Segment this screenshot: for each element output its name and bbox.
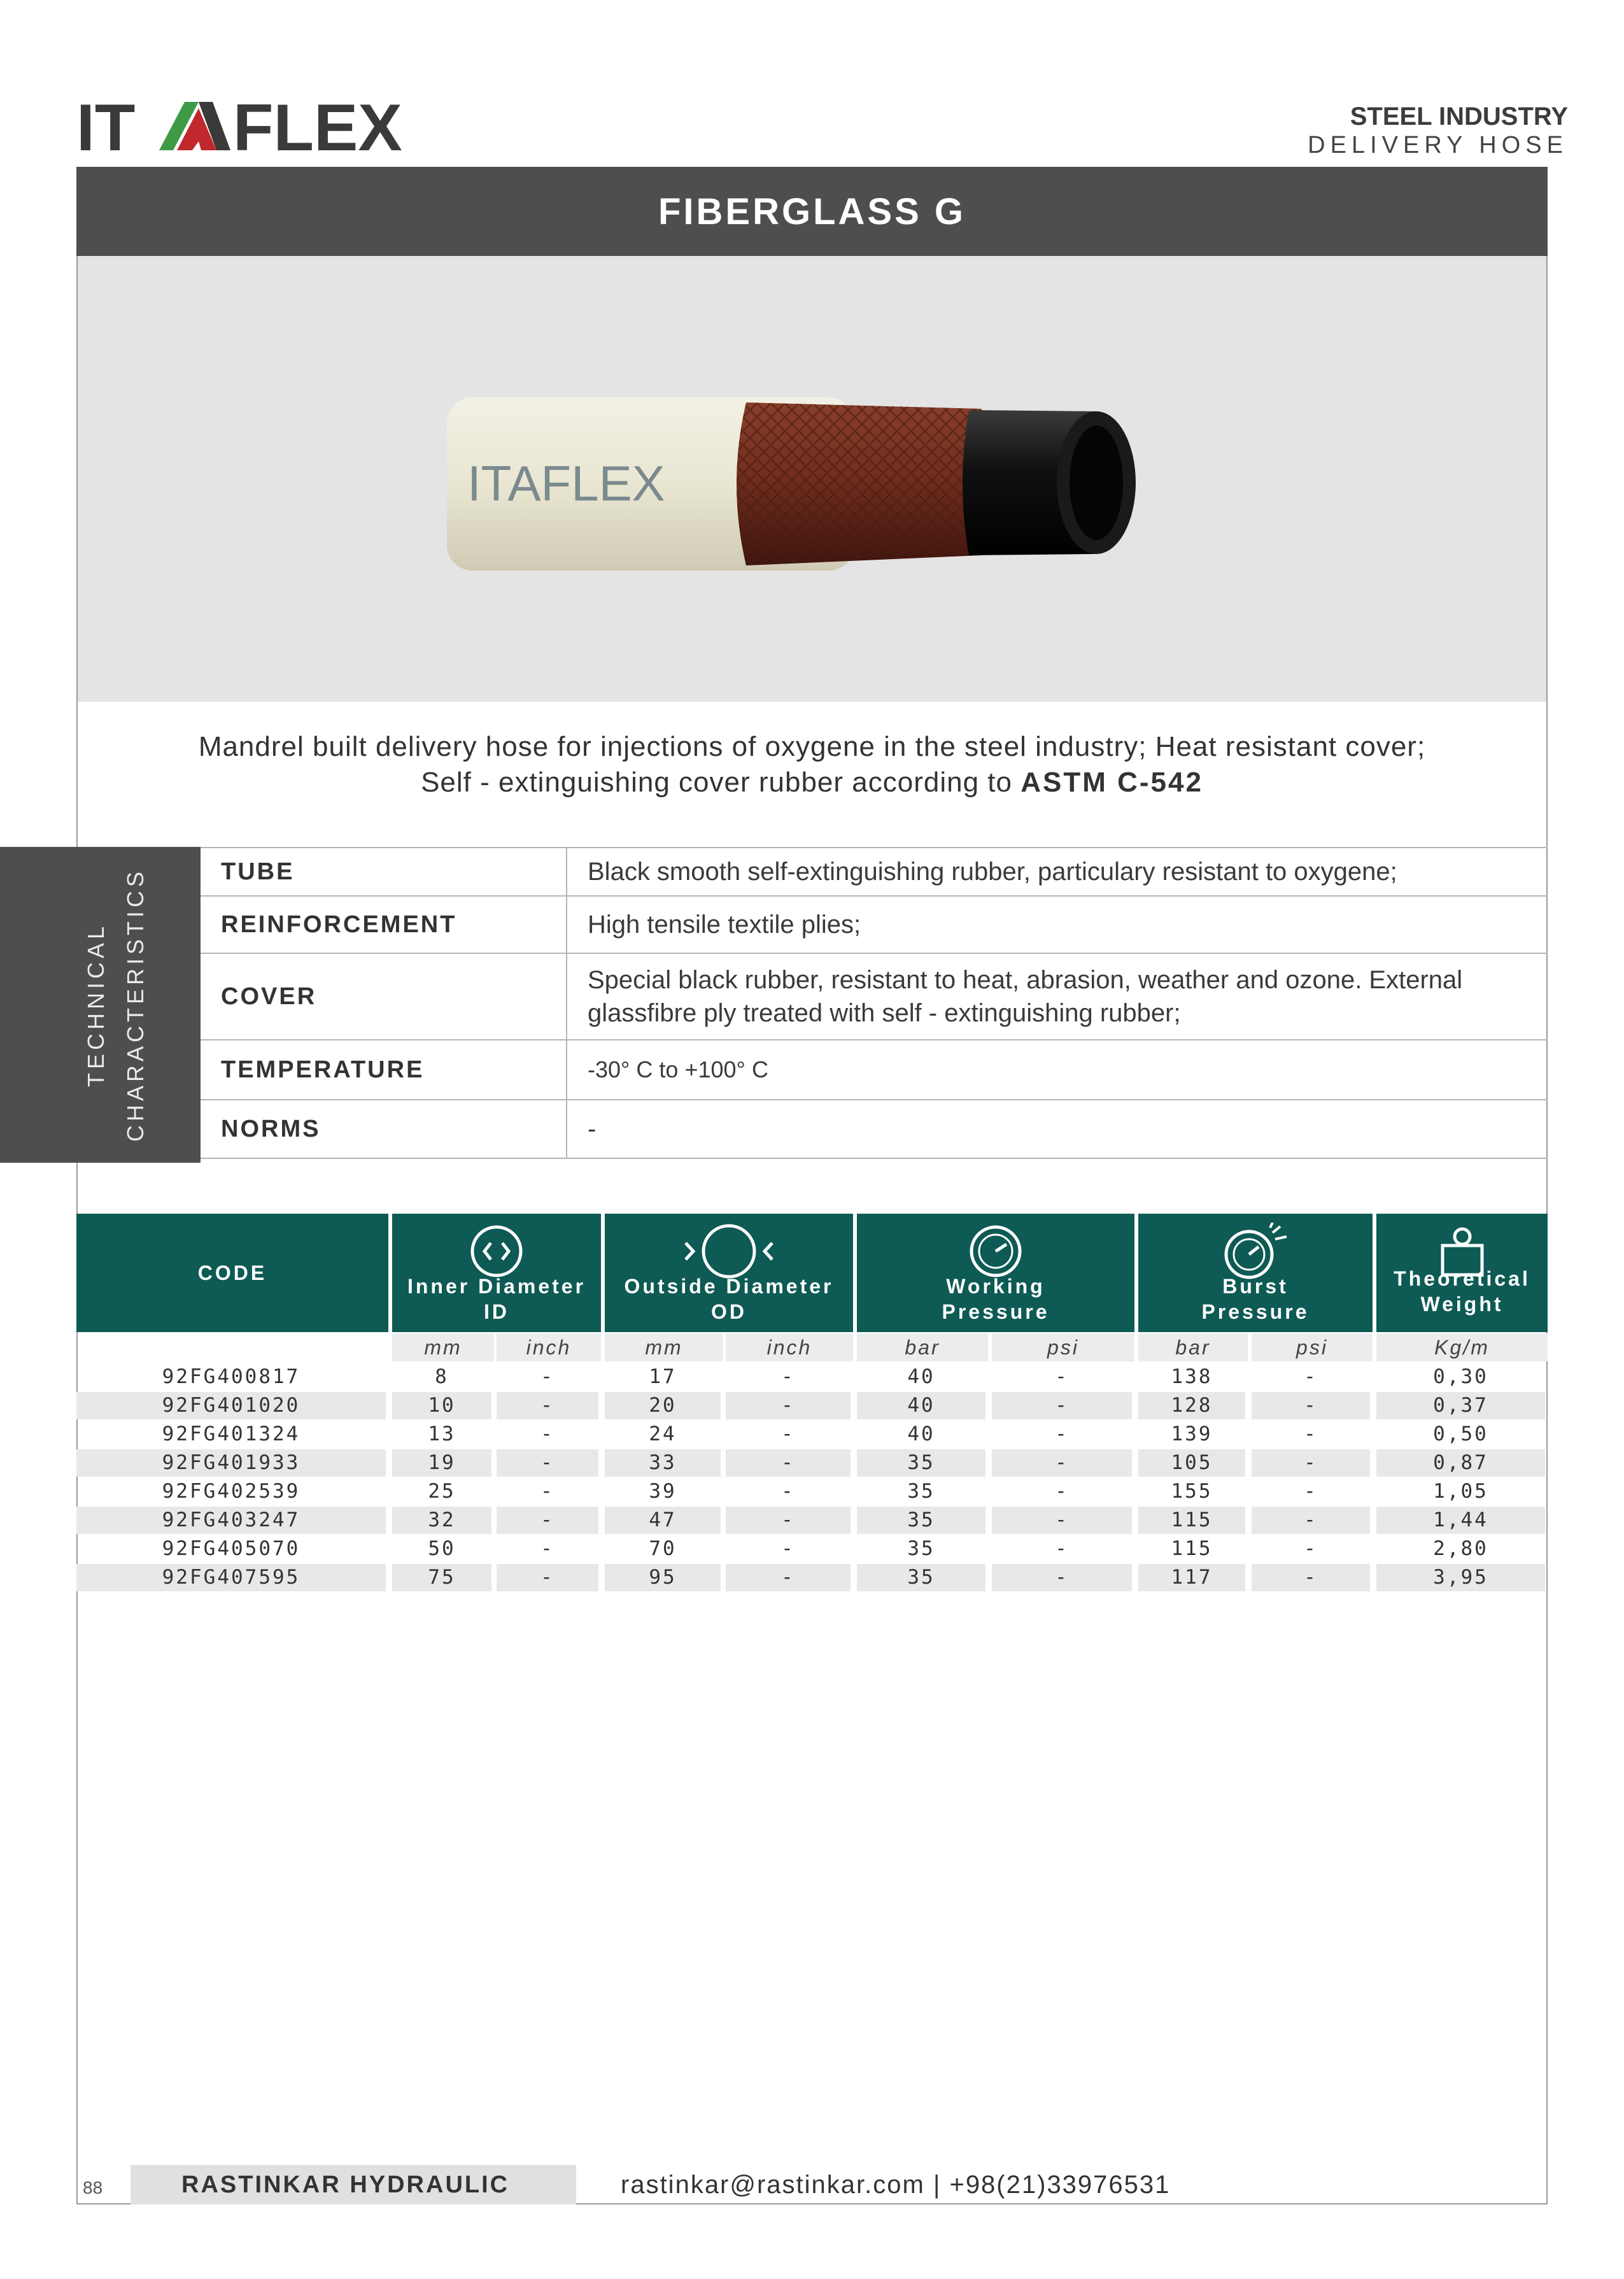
unit-label: psi <box>992 1333 1134 1361</box>
header-working-pressure <box>857 1214 1134 1332</box>
outside-diameter-icon <box>678 1223 780 1280</box>
table-cell: 0,87 <box>1376 1449 1545 1477</box>
product-description <box>78 729 1546 800</box>
table-cell: 40 <box>907 1423 935 1445</box>
pressure-gauge-icon <box>967 1223 1024 1280</box>
characteristic-key: COVER <box>201 953 567 1040</box>
table-cell: 95 <box>605 1564 721 1591</box>
table-cell: 39 <box>649 1480 677 1503</box>
table-row <box>76 1363 1548 1391</box>
product-code: 92FG401933 <box>76 1449 386 1477</box>
header-inner-diameter <box>392 1214 601 1332</box>
table-cell: 13 <box>428 1423 456 1445</box>
characteristic-value: Special black rubber, resistant to heat, abrasion, weather and ozone. External glassfibre ply treated with self - extinguishing rubber; <box>567 953 1548 1040</box>
characteristic-value: - <box>567 1100 1548 1158</box>
table-cell: 25 <box>428 1480 456 1503</box>
table-cell: - <box>540 1537 554 1560</box>
characteristic-row <box>201 1100 1548 1158</box>
product-code: 92FG402539 <box>162 1480 300 1503</box>
table-cell: - <box>497 1564 598 1591</box>
characteristic-key: NORMS <box>201 1100 567 1158</box>
unit-label: bar <box>1138 1333 1248 1361</box>
characteristic-row <box>201 896 1548 953</box>
product-code: 92FG407595 <box>76 1564 386 1591</box>
burst-gauge-icon <box>1220 1223 1290 1280</box>
characteristic-value: High tensile textile plies; <box>567 896 1548 953</box>
unit-label: mm <box>605 1333 723 1361</box>
table-cell: - <box>1055 1537 1069 1560</box>
description-line2-text: Self - extinguishing cover rubber according to <box>421 767 1021 798</box>
header-code <box>76 1214 388 1332</box>
header-tw-line1: Theoretical <box>1394 1267 1530 1290</box>
table-cell: 35 <box>857 1449 985 1477</box>
table-cell: - <box>781 1480 795 1503</box>
description-line1: Mandrel built delivery hose for injections of oxygene in the steel industry; Heat resistant cover; <box>198 731 1426 762</box>
itaflex-logo <box>76 96 420 156</box>
header-outside-diameter <box>605 1214 853 1332</box>
table-cell: - <box>781 1423 795 1445</box>
table-cell: 115 <box>1171 1537 1213 1560</box>
side-tab-line1: TECHNICAL <box>83 922 109 1088</box>
table-cell: 1,44 <box>1376 1507 1545 1534</box>
product-code: 92FG401324 <box>162 1423 300 1445</box>
header-burst-pressure <box>1138 1214 1373 1332</box>
header-id-line1: Inner Diameter <box>407 1275 586 1298</box>
table-cell: 0,37 <box>1376 1392 1545 1419</box>
table-cell: - <box>1055 1423 1069 1445</box>
header-wp-line1: Working <box>946 1275 1045 1298</box>
page-number: 88 <box>83 2178 103 2197</box>
unit-label: inch <box>497 1333 601 1361</box>
hose-illustration <box>78 256 1546 702</box>
table-cell: 139 <box>1171 1423 1213 1445</box>
table-cell: 40 <box>857 1392 985 1419</box>
table-cell: 50 <box>428 1537 456 1560</box>
table-row <box>76 1449 1548 1477</box>
header-od-line2: OD <box>711 1300 747 1323</box>
standard-reference: ASTM C-542 <box>1020 767 1203 798</box>
table-cell: - <box>992 1507 1132 1534</box>
table-cell: 115 <box>1138 1507 1245 1534</box>
table-cell: 17 <box>649 1365 677 1388</box>
table-cell: 24 <box>649 1423 677 1445</box>
table-cell: - <box>540 1480 554 1503</box>
description-line2 <box>78 765 1546 800</box>
product-code: 92FG400817 <box>162 1365 300 1388</box>
table-cell: - <box>781 1537 795 1560</box>
header-od-line1: Outside Diameter <box>624 1275 834 1298</box>
product-code: 92FG401020 <box>76 1392 386 1419</box>
units-row <box>76 1333 1548 1361</box>
table-cell: - <box>540 1423 554 1445</box>
table-row <box>76 1477 1548 1506</box>
header-bp-line2: Pressure <box>1201 1300 1310 1323</box>
characteristic-key: TEMPERATURE <box>201 1040 567 1100</box>
table-cell: - <box>540 1365 554 1388</box>
characteristic-row <box>201 953 1548 1040</box>
table-cell: - <box>1304 1365 1318 1388</box>
table-cell: - <box>1055 1480 1069 1503</box>
category-line2: DELIVERY HOSE <box>1308 132 1568 159</box>
side-tab-label <box>0 847 191 1163</box>
table-cell: 70 <box>649 1537 677 1560</box>
table-cell: 128 <box>1138 1392 1245 1419</box>
header-tw-line2: Weight <box>1420 1293 1504 1316</box>
table-cell: - <box>1252 1449 1370 1477</box>
table-row <box>76 1563 1548 1592</box>
table-cell: 2,80 <box>1433 1537 1488 1560</box>
table-cell: 47 <box>605 1507 721 1534</box>
table-cell: - <box>726 1392 851 1419</box>
table-cell: 35 <box>857 1564 985 1591</box>
inner-diameter-icon <box>468 1223 525 1280</box>
category-label <box>1308 102 1568 159</box>
table-row <box>76 1535 1548 1563</box>
table-cell: - <box>1252 1507 1370 1534</box>
table-cell: 117 <box>1138 1564 1245 1591</box>
product-code: 92FG405070 <box>162 1537 300 1560</box>
header-theoretical-weight <box>1376 1214 1548 1332</box>
characteristic-row <box>201 848 1548 896</box>
table-cell: 105 <box>1138 1449 1245 1477</box>
table-cell: 0,30 <box>1433 1365 1488 1388</box>
characteristic-row <box>201 1040 1548 1100</box>
unit-label: psi <box>1252 1333 1373 1361</box>
table-cell: 32 <box>392 1507 491 1534</box>
company-name: RASTINKAR HYDRAULIC <box>131 2165 576 2204</box>
table-cell: 8 <box>435 1365 449 1388</box>
logo-mark-icon <box>159 102 230 150</box>
table-row <box>76 1391 1548 1420</box>
table-cell: 20 <box>605 1392 721 1419</box>
unit-label: inch <box>726 1333 853 1361</box>
table-cell: - <box>1304 1537 1318 1560</box>
header-wp-line2: Pressure <box>942 1300 1050 1323</box>
table-cell: - <box>726 1564 851 1591</box>
unit-label: bar <box>857 1333 988 1361</box>
table-cell: - <box>497 1507 598 1534</box>
table-cell: - <box>726 1449 851 1477</box>
table-cell: - <box>1252 1564 1370 1591</box>
technical-characteristics-table <box>201 847 1548 1159</box>
hose-brand-print: ITAFLEX <box>467 455 665 511</box>
unit-label: Kg/m <box>1376 1333 1548 1361</box>
product-title: FIBERGLASS G <box>76 167 1548 256</box>
table-cell: - <box>1304 1423 1318 1445</box>
characteristic-value: -30° C to +100° C <box>567 1040 1548 1100</box>
table-cell: 19 <box>392 1449 491 1477</box>
category-line1: STEEL INDUSTRY <box>1350 103 1568 131</box>
characteristic-key: REINFORCEMENT <box>201 896 567 953</box>
spec-table-header <box>76 1214 1548 1332</box>
table-cell: 138 <box>1171 1365 1213 1388</box>
table-cell: - <box>726 1507 851 1534</box>
table-cell: 75 <box>392 1564 491 1591</box>
table-cell: - <box>1055 1365 1069 1388</box>
table-cell: 40 <box>907 1365 935 1388</box>
table-cell: 1,05 <box>1433 1480 1488 1503</box>
table-row <box>76 1506 1548 1535</box>
contact-info: rastinkar@rastinkar.com | +98(21)33976531 <box>621 2170 1171 2199</box>
table-cell: 33 <box>605 1449 721 1477</box>
table-cell: - <box>497 1449 598 1477</box>
table-cell: - <box>992 1564 1132 1591</box>
table-cell: 3,95 <box>1376 1564 1545 1591</box>
product-photo <box>78 256 1546 702</box>
product-code: 92FG403247 <box>76 1507 386 1534</box>
unit-label: mm <box>392 1333 494 1361</box>
table-cell: 35 <box>907 1480 935 1503</box>
table-cell: - <box>992 1392 1132 1419</box>
table-cell: - <box>1252 1392 1370 1419</box>
side-tab-line2: CHARACTERISTICS <box>122 867 148 1142</box>
table-cell: - <box>781 1365 795 1388</box>
table-cell: - <box>497 1392 598 1419</box>
table-cell: 10 <box>392 1392 491 1419</box>
logo-text-right: FLEX <box>233 96 402 156</box>
header-id-line2: ID <box>484 1300 509 1323</box>
spec-table-body <box>76 1363 1548 1592</box>
header-bp-line1: Burst <box>1222 1275 1289 1298</box>
table-cell: 35 <box>907 1537 935 1560</box>
table-cell: 35 <box>857 1507 985 1534</box>
characteristic-value: Black smooth self-extinguishing rubber, particulary resistant to oxygene; <box>567 848 1548 896</box>
table-cell: 155 <box>1171 1480 1213 1503</box>
table-cell: 0,50 <box>1433 1423 1488 1445</box>
table-cell: - <box>1304 1480 1318 1503</box>
logo-text-left: IT <box>76 96 136 156</box>
table-cell: - <box>992 1449 1132 1477</box>
table-row <box>76 1420 1548 1449</box>
characteristic-key: TUBE <box>201 848 567 896</box>
header-code-label: CODE <box>197 1261 267 1284</box>
